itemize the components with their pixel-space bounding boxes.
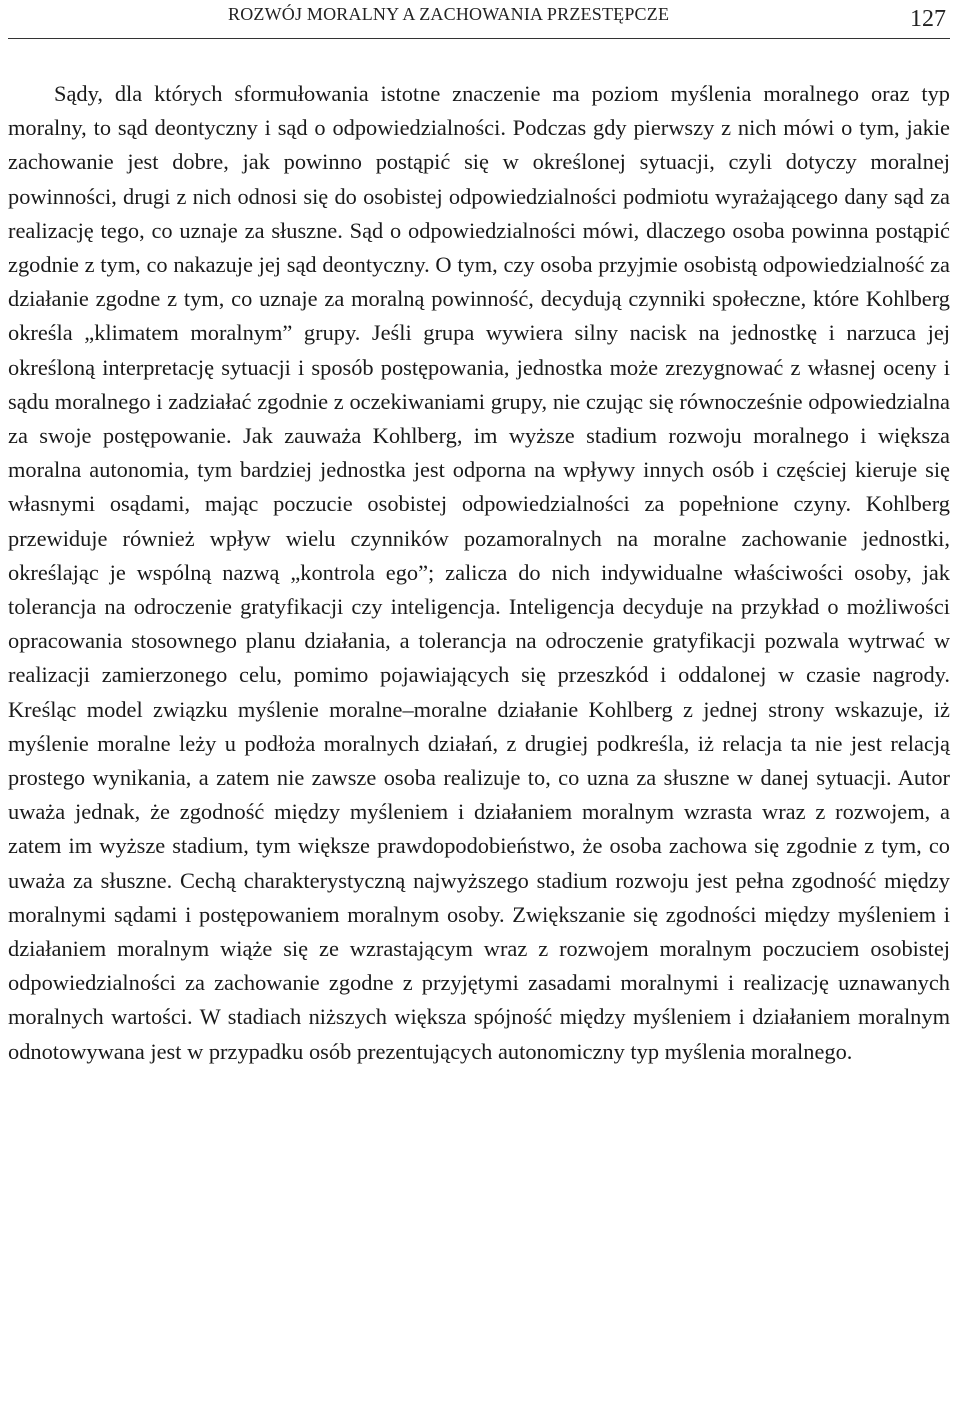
running-header [8,0,950,39]
main-text [8,77,950,1069]
body-paragraph: Sądy, dla których sformułowania istotne znaczenie ma poziom myślenia moralnego oraz typ moralny, to sąd deontyczny i sąd o odpowiedzialności. Podczas gdy pierwszy z nich mówi o tym, jakie zachowanie jest dobre, jak powinno postąpić się w określonej sytuacji, czyli dotyczy moralnej powinności, drugi z nich odnosi się do osobistej odpowiedzialności podmiotu wyrażającego dany sąd za realizację tego, co uznaje za słuszne. Sąd o odpowiedzialności mówi, dlaczego osoba powinna postąpić zgodnie z tym, co nakazuje jej sąd deontyczny. O tym, czy osoba przyjmie osobistą odpowiedzialność za działanie zgodne z tym, co uznaje za moralną powinność, decydują czynniki społeczne, które Kohlberg określa „klimatem moralnym” grupy. Jeśli grupa wywiera silny nacisk na jednostkę i narzuca jej określoną interpretację sytuacji i sposób postępowania, jednostka może zrezygnować z własnej oceny i sądu moralnego i zadziałać zgodnie z oczekiwaniami grupy, nie czując się równocześnie odpowiedzialna za swoje postępowanie. Jak zauważa Kohlberg, im wyższe stadium rozwoju moralnego i większa moralna autonomia, tym bardziej jednostka jest odporna na wpływy innych osób i częściej kieruje się własnymi osądami, mając poczucie osobistej odpowiedzialności za popełnione czyny. Kohlberg przewiduje również wpływ wielu czynników pozamoralnych na moralne zachowanie jednostki, określając je wspólną nazwą „kontrola ego”; zalicza do nich indywidualne właściwości osoby, jak tolerancja na odroczenie gratyfikacji czy inteligencja. Inteligencja decyduje na przykład o możliwości opracowania stosownego planu działania, a tolerancja na odroczenie gratyfikacji pozwala wytrwać w realizacji zamierzonego celu, pomimo pojawiających się przeszkód i oddalonej w czasie nagrody. Kreśląc model związku myślenie moralne–moralne działanie Kohlberg z jednej strony wskazuje, iż myślenie moralne leży u podłoża moralnych działań, z drugiej podkreśla, iż relacja ta nie jest relacją prostego wynikania, a zatem nie zawsze osoba realizuje to, co uzna za słuszne w danej sytuacji. Autor uważa jednak, że zgodność między myśleniem i działaniem moralnym wzrasta wraz z rozwojem, a zatem im wyższe stadium, tym większe prawdopodobieństwo, że osoba zachowa się zgodnie z tym, co uważa za słuszne. Cechą charakterystyczną najwyższego stadium rozwoju jest pełna zgodność między moralnymi sądami i postępowaniem moralnym osoby. Zwiększanie się zgodności między myśleniem i działaniem moralnym wiąże się ze wzrastającym wraz z rozwojem moralnym poczuciem osobistej odpowiedzialności za zachowanie zgodne z przyjętymi zasadami moralnymi i realizację uznawanych moralnych wartości. W stadiach niższych większa spójność między myśleniem i działaniem moralnym odnotowywana jest w przypadku osób prezentujących autonomiczny typ myślenia moralnego. [8,81,950,1064]
page-number: 127 [910,6,946,32]
running-title: ROZWÓJ MORALNY A ZACHOWANIA PRZESTĘPCZE [228,4,670,24]
